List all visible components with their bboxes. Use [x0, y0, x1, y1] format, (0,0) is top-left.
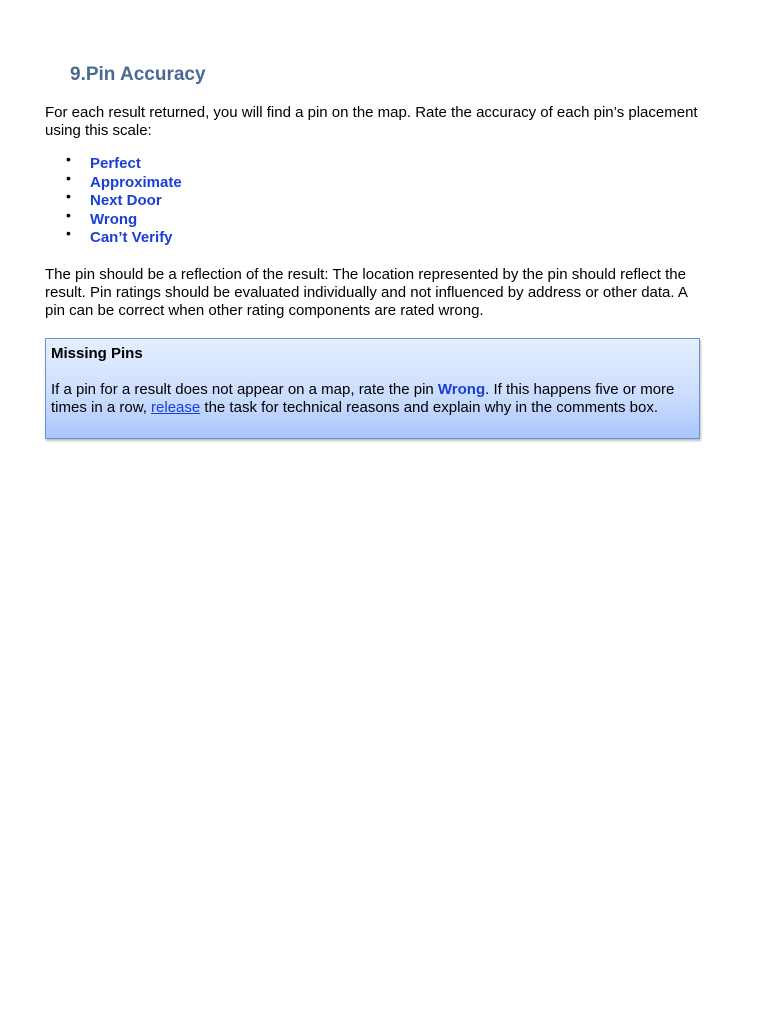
bullet-icon: •: [66, 225, 71, 241]
intro-paragraph: For each result returned, you will find a pin on the map. Rate the accuracy of each pin’s placement using this scale:: [45, 104, 698, 139]
scale-label-next-door: Next Door: [90, 192, 162, 209]
bullet-icon: •: [66, 206, 71, 223]
missing-pins-callout: [45, 338, 700, 439]
callout-text-middle: . If this happens five or more times in a row,: [51, 381, 675, 416]
pin-reflection-paragraph: The pin should be a reflection of the result: The location represented by the pin should reflect the result. Pin ratings should be evaluated individually and not influenced by address or other data. A pin can be correct when other rating components are rated wrong.: [45, 266, 688, 319]
callout-text: [51, 381, 693, 417]
callout-emphasis-wrong: Wrong: [437, 381, 486, 398]
scale-label-cant-verify: Can’t Verify: [90, 229, 173, 246]
callout-title: Missing Pins: [51, 345, 143, 362]
callout-text-before: If a pin for a result does not appear on a map, rate the pin: [51, 381, 438, 398]
scale-label-perfect: Perfect: [90, 155, 141, 172]
callout-text-after: the task for technical reasons and explain why in the comments box.: [200, 399, 658, 416]
bullet-icon: •: [66, 169, 71, 186]
release-link[interactable]: release: [151, 399, 201, 416]
section-heading: 9.Pin Accuracy: [70, 64, 206, 85]
bullet-icon: •: [66, 151, 71, 167]
scale-label-wrong: Wrong: [90, 210, 138, 228]
scale-label-approximate: Approximate: [90, 173, 182, 191]
bullet-icon: •: [66, 188, 71, 204]
